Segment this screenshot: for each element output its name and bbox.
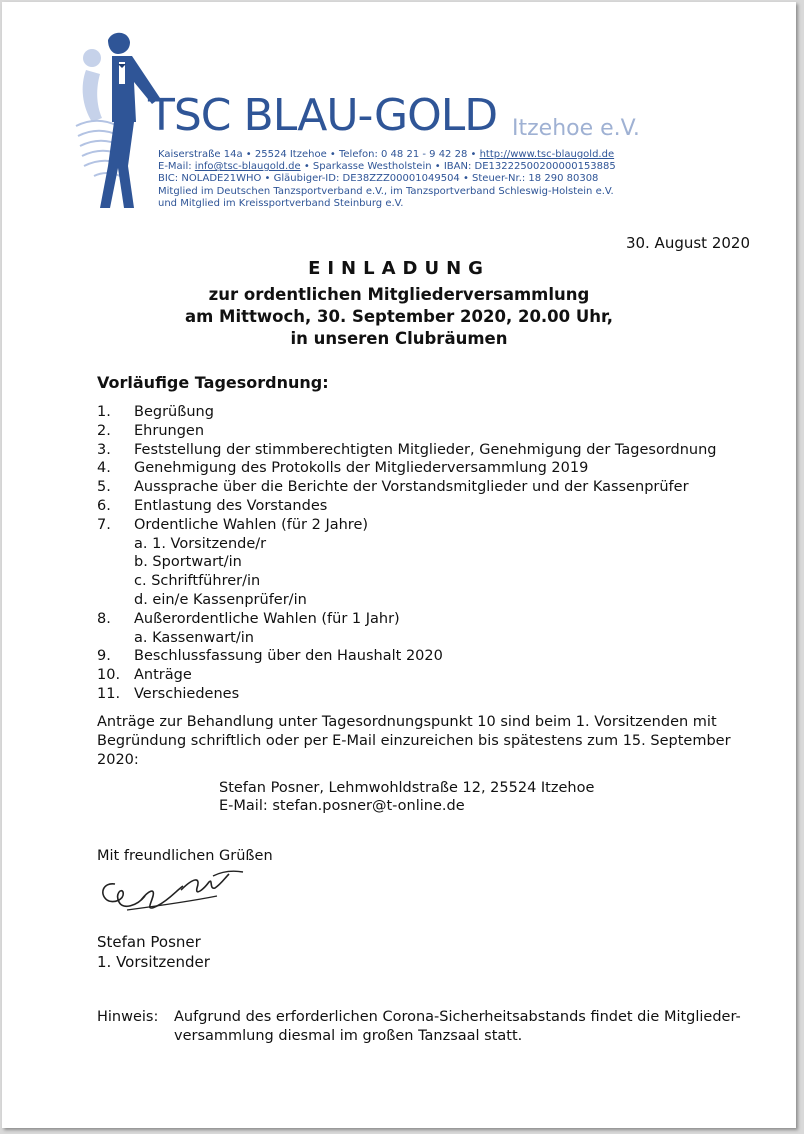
agenda-item-text: Verschiedenes: [134, 685, 240, 702]
agenda-item: [97, 422, 717, 441]
agenda-item-number: 6.: [97, 497, 111, 514]
signer-name: Stefan Posner: [97, 933, 201, 951]
agenda-item-number: 11.: [97, 685, 121, 702]
letterhead-line-5: und Mitglied im Kreissportverband Steinburg e.V.: [158, 197, 404, 209]
handwritten-signature: [97, 860, 257, 920]
agenda-item-number: 9.: [97, 648, 111, 665]
email-label: E-Mail:: [158, 161, 195, 173]
agenda-list: [97, 403, 717, 704]
agenda-item: [97, 497, 717, 516]
letterhead-details: [158, 149, 616, 210]
agenda-item-text: Ehrungen: [134, 422, 205, 439]
agenda-item-text: Aussprache über die Berichte der Vorstandsmitglieder und der Kassenprüfer: [134, 479, 689, 496]
agenda-item: [97, 685, 717, 704]
agenda-item: [97, 403, 717, 422]
invitation-title: EINLADUNG: [308, 258, 490, 279]
agenda-sub-item: a. 1. Vorsitzende/r: [134, 535, 267, 552]
brand-location: Itzehoe e.V.: [512, 116, 640, 141]
agenda-sub-item: a. Kassenwart/in: [134, 629, 254, 646]
note-line-2: versammlung diesmal im großen Tanzsaal statt.: [174, 1027, 523, 1044]
agenda-sub-item: d. ein/e Kassenprüfer/in: [134, 591, 307, 608]
address-phone-text: Kaiserstraße 14a • 25524 Itzehoe • Telefon: 0 48 21 - 9 42 28 •: [158, 149, 480, 160]
subtitle-line-3: in unseren Clubräumen: [290, 329, 508, 348]
agenda-item-number: 5.: [97, 479, 111, 496]
agenda-item: [97, 647, 717, 666]
motions-paragraph: Anträge zur Behandlung unter Tagesordnungspunkt 10 sind beim 1. Vorsitzenden mit Begründung schriftlich oder per E-Mail einzureichen bis spätestens zum 15. September 2020:: [97, 714, 731, 768]
agenda-item-text: Anträge: [134, 667, 192, 684]
subtitle-line-2: am Mittwoch, 30. September 2020, 20.00 Uhr,: [184, 307, 614, 326]
agenda-item-text: Feststellung der stimmberechtigten Mitglieder, Genehmigung der Tagesordnung: [134, 441, 717, 458]
note-line-1: Aufgrund des erforderlichen Corona-Sicherheitsabstands findet die Mitglieder-: [174, 1009, 741, 1025]
contact-email: E-Mail: stefan.posner@t-online.de: [219, 798, 465, 814]
agenda-sub-item: b. Sportwart/in: [134, 554, 242, 571]
agenda-item: [97, 610, 717, 629]
contact-block: [219, 779, 594, 815]
agenda-item: [97, 516, 717, 535]
signer-block: [97, 932, 210, 972]
agenda-item-text: Außerordentliche Wahlen (für 1 Jahr): [134, 610, 400, 627]
agenda-item-text: Begrüßung: [134, 404, 214, 420]
agenda-item-number: 1.: [97, 404, 111, 420]
agenda-item-text: Ordentliche Wahlen (für 2 Jahre): [134, 516, 369, 533]
agenda-item-number: 10.: [97, 667, 121, 684]
subtitle-line-1: zur ordentlichen Mitgliederversammlung: [208, 285, 590, 304]
letterhead-line-4: Mitglied im Deutschen Tanzsportverband e.V., im Tanzsportverband Schleswig-Holstein e.V.: [158, 185, 614, 197]
agenda-item-number: 4.: [97, 460, 111, 477]
agenda-item-text: Beschlussfassung über den Haushalt 2020: [134, 648, 443, 665]
agenda-item-text: Entlastung des Vorstandes: [134, 497, 328, 514]
note-label: Hinweis:: [97, 1009, 159, 1025]
letterhead-line-2: [158, 161, 616, 173]
signer-role: 1. Vorsitzender: [97, 953, 210, 971]
agenda-heading: Vorläufige Tagesordnung:: [97, 373, 329, 392]
website-link[interactable]: http://www.tsc-blaugold.de: [479, 149, 615, 160]
closing-greeting: Mit freundlichen Grüßen: [97, 848, 273, 864]
agenda-item-number: 7.: [97, 516, 111, 533]
agenda-item: [97, 666, 717, 685]
letterhead-line-1: [158, 149, 616, 161]
bank-text: • Sparkasse Westholstein • IBAN: DE13222500200000153885: [300, 161, 616, 173]
agenda-item: [97, 441, 717, 460]
invitation-subtitle: [2, 284, 796, 350]
letter-date: 30. August 2020: [625, 234, 750, 252]
agenda-item: [97, 459, 717, 478]
contact-address: Stefan Posner, Lehmwohldstraße 12, 25524 Itzehoe: [219, 780, 595, 796]
agenda-item-number: 8.: [97, 610, 111, 627]
agenda-item-text: Genehmigung des Protokolls der Mitgliederversammlung 2019: [134, 460, 589, 477]
letterhead-line-3: BIC: NOLADE21WHO • Gläubiger-ID: DE38ZZZ00001049504 • Steuer-Nr.: 18 290 80308: [158, 173, 599, 185]
club-email-link[interactable]: info@tsc-blaugold.de: [194, 161, 301, 173]
agenda-sub-item: c. Schriftführer/in: [134, 573, 261, 590]
agenda-item-number: 3.: [97, 441, 111, 458]
agenda-item-number: 2.: [97, 422, 111, 439]
note-row: [97, 1008, 741, 1027]
agenda-item: [97, 478, 717, 497]
document-page: [2, 2, 796, 1128]
brand-name: TSC BLAU-GOLD: [148, 90, 498, 141]
note-block: [97, 1008, 741, 1046]
